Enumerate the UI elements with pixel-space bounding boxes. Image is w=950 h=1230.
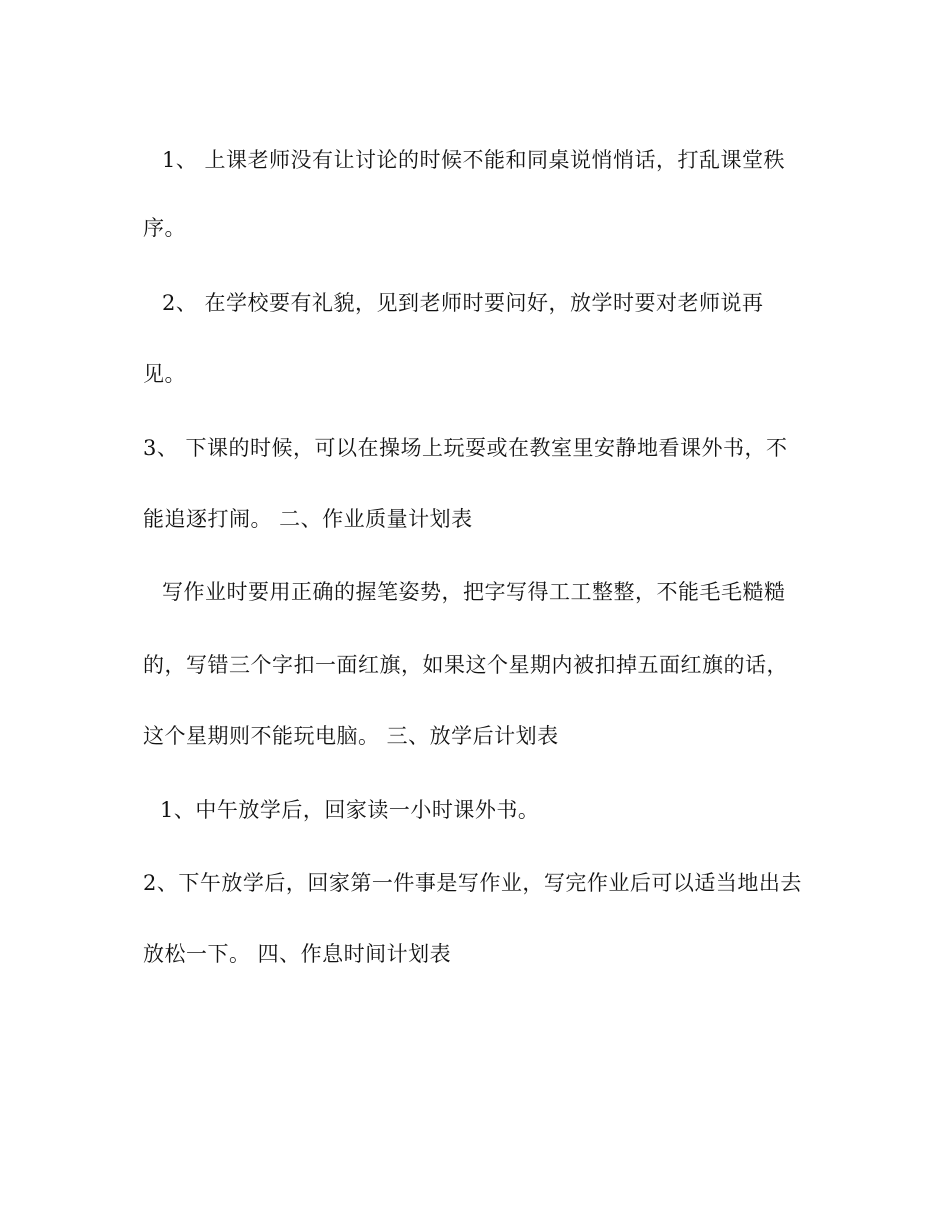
- text-line-2: 序。: [143, 216, 186, 240]
- text-line-3: 2、 在学校要有礼貌，见到老师时要问好，放学时要对老师说再: [162, 291, 764, 315]
- text-line-6: 能追逐打闹。 二、作业质量计划表: [143, 507, 473, 531]
- text-line-7: 写作业时要用正确的握笔姿势，把字写得工工整整，不能毛毛糙糙: [162, 580, 786, 604]
- text-line-8: 的，写错三个字扣一面红旗，如果这个星期内被扣掉五面红旗的话，: [143, 653, 788, 677]
- text-line-10: 1、中午放学后，回家读一小时课外书。: [160, 798, 540, 822]
- text-line-4: 见。: [143, 362, 186, 386]
- text-line-5: 3、 下课的时候，可以在操场上玩耍或在教室里安静地看课外书，不: [143, 436, 788, 460]
- text-line-1: 1、 上课老师没有让讨论的时候不能和同桌说悄悄话，打乱课堂秩: [162, 148, 786, 172]
- text-line-9: 这个星期则不能玩电脑。 三、放学后计划表: [143, 724, 559, 748]
- text-line-11: 2、下午放学后，回家第一件事是写作业，写完作业后可以适当地出去: [143, 871, 802, 895]
- text-line-12: 放松一下。 四、作息时间计划表: [143, 942, 452, 966]
